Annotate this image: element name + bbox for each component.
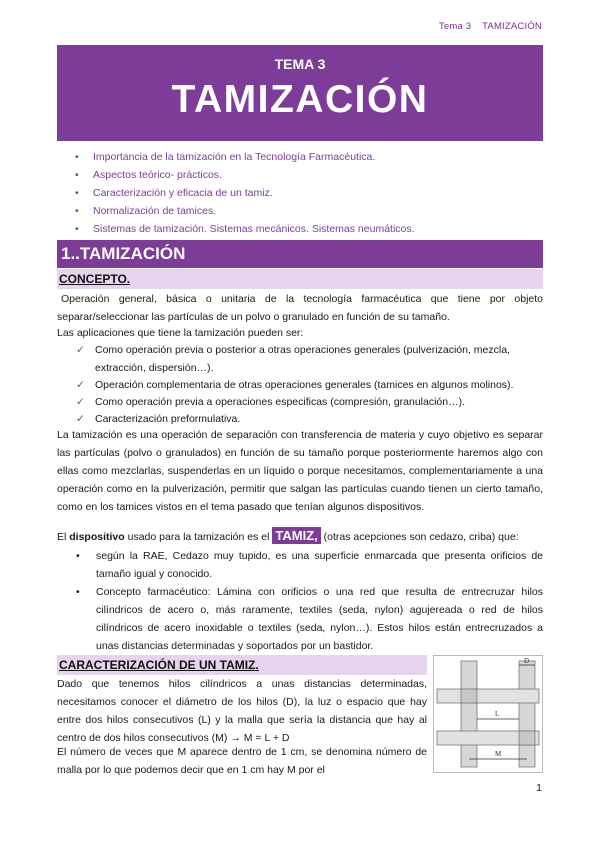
banner-subtitle: TEMA 3 [274,56,326,72]
bullet-icon: • [76,586,80,598]
label-d: D [524,657,530,665]
caracterizacion-heading: CARACTERIZACIÓN DE UN TAMIZ. [57,655,427,675]
malla-paragraph: El número de veces que M aparece dentro de 1 cm, se denomina número de malla por lo que podemos decir que en 1 cm hay M por el [57,746,427,776]
check-icon: ✓ [76,413,85,425]
dispositivo-term: dispositivo [69,531,125,543]
applications-intro: Las aplicaciones que tiene la tamización pueden ser: [57,327,304,339]
topic-item: • Importancia de la tamización en la Tecnología Farmacéutica. [75,148,415,166]
application-item: ✓ Operación complementaria de otras operaciones generales (tamices en algunos molinos). [76,376,543,394]
topic-list [75,148,415,238]
application-item: ✓ Como operación previa a operaciones especificas (compresión, granulación…). [76,393,543,411]
wire-vertical-right [519,661,535,767]
tamiz-highlight: TAMIZ, [272,527,320,544]
caracterizacion-paragraph: Dado que tenemos hilos cilíndricos a unas distancias determinadas, necesitamos conocer el diámetro de los hilos (D), la luz o espacio que hay entre dos hilos consecutivos (L) y la malla que sería la distancia que hay al centro de dos hilos consecutivos (M) → M = L + D [57,678,427,744]
header-tema: Tema 3 [438,21,472,32]
tamizacion-paragraph: La tamización es una operación de separación con transferencia de materia y cuyo objetivo es separar las partículas (polvo o granulados) en función de su tamaño porque posteriormente haremos algo con ellas como mezclarlas, suspenderlas en un líquido o porque necesitamos, complementariamente a una operación como en la pulverización, permitir que salgan las partículas cuando tienen un cierto tamaño, como en los tamices vistos en el tema pasado que tenían algunos dispositivos. [57,429,543,513]
label-l: L [495,710,500,718]
topic-item: • Sistemas de tamización. Sistemas mecánicos. Sistemas neumáticos. [75,220,415,238]
sieve-diagram [433,655,543,773]
header-topic: TAMIZACIÓN [482,21,542,32]
label-m: M [495,750,502,758]
topic-item: • Caracterización y eficacia de un tamiz. [75,184,415,202]
check-icon: ✓ [76,344,85,356]
sieve-mesh-figure [433,655,543,773]
topic-item: • Aspectos teórico- prácticos. [75,166,415,184]
topic-item: • Normalización de tamices. [75,202,415,220]
check-icon: ✓ [76,396,85,408]
definition-item: • Concepto farmacéutico: Lámina con orificios o una red que resulta de entrecruzar hilos cilíndricos de acero o, más raramente, textiles (seda, nylon) agujereada o red de hilos cilíndricos de acero inoxidable o textiles (seda, nylon…). Estos hilos están entrecruzados a unas distancias determinadas y soportados por un bastidor. [76,583,543,655]
concepto-paragraph: Operación general, básica o unitaria de la tecnología farmacéutica que tiene por objeto separar/seleccionar las partículas de un polvo o granulado en función de su tamaño. [57,293,543,323]
concepto-heading: CONCEPTO. [57,269,543,289]
page-number: 1 [536,782,542,794]
definition-item: • según la RAE, Cedazo muy tupido, es una superficie enmarcada que presenta orificios de tamaño igual y conocido. [76,547,543,583]
section-heading: 1..TAMIZACIÓN [57,240,543,268]
application-item: ✓ Como operación previa o posterior a otras operaciones generales (pulverización, mezcla, extracción, dispersión…). [76,341,543,377]
wire-horizontal-top [437,689,539,703]
application-item: ✓ Caracterización preformulativa. [76,410,543,428]
running-header [431,21,542,32]
wire-vertical-left [461,661,477,767]
banner-title: TAMIZACIÓN [171,78,429,121]
check-icon: ✓ [76,379,85,391]
dispositivo-paragraph: El dispositivo usado para la tamización es el TAMIZ, (otras acepciones son cedazo, criba) que: [57,528,519,543]
title-banner [57,45,543,141]
bullet-icon: • [76,550,80,562]
